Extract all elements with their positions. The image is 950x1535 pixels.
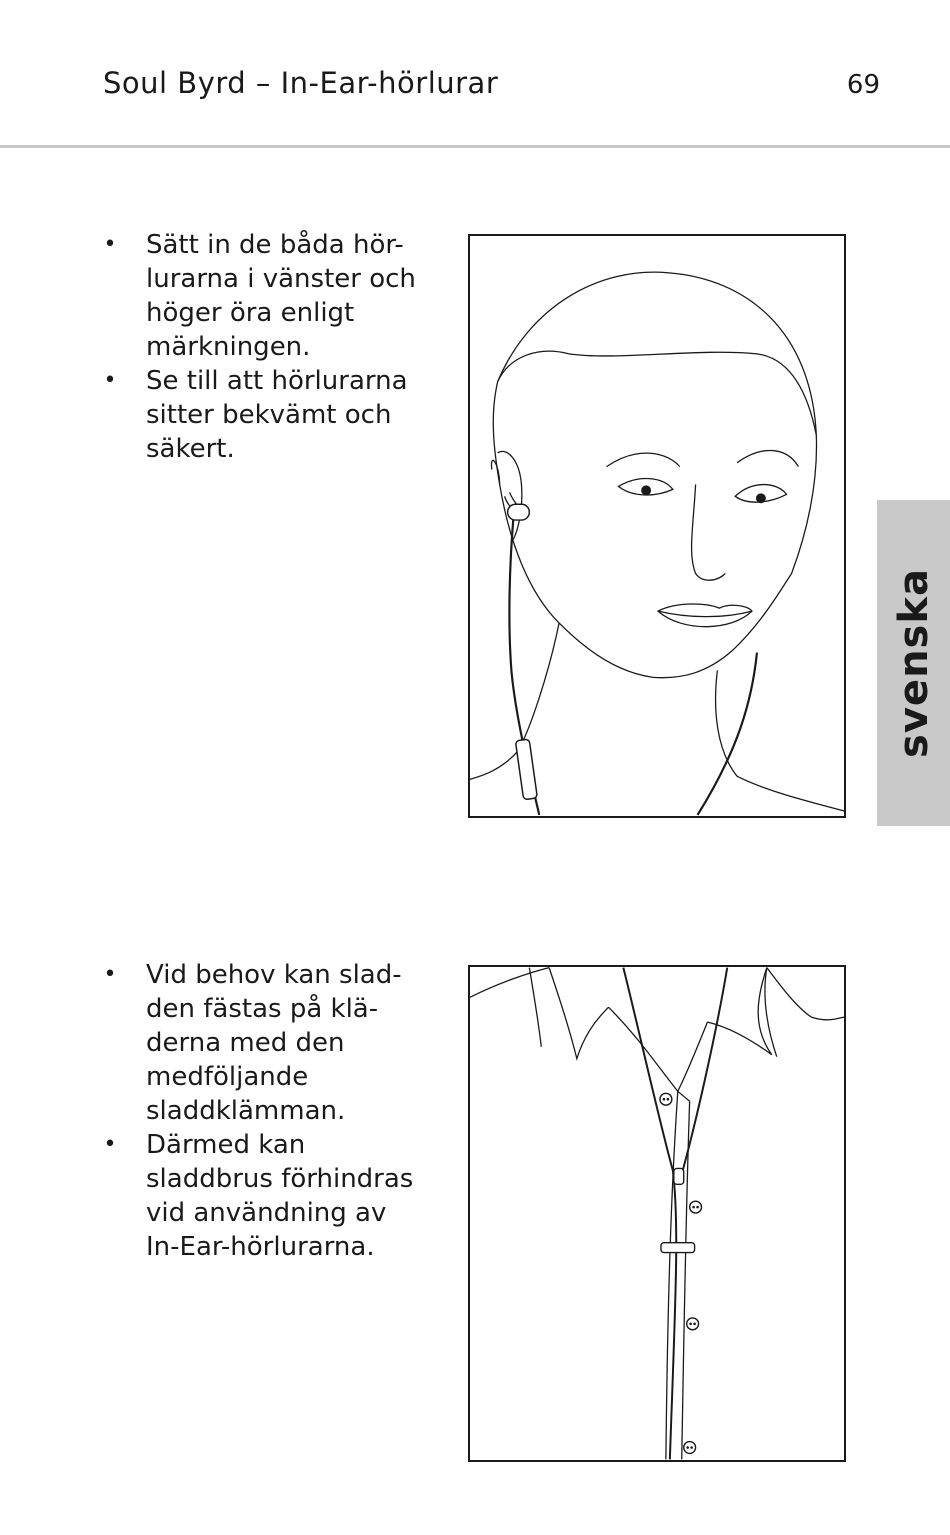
language-tab	[877, 500, 950, 826]
illustration-shirt-cable-clip	[468, 965, 846, 1462]
shirt-cable-clip-drawing	[470, 967, 844, 1460]
instruction-list-2	[100, 958, 450, 1264]
instruction-text: Vid behov kan slad- den fästas på klä- derna med den medföljande sladdklämman.	[146, 960, 402, 1126]
illustration-face-earphones	[468, 234, 846, 818]
page-header-title: Soul Byrd – In-Ear-hörlurar	[103, 66, 499, 100]
bullet-icon: •	[103, 1132, 117, 1157]
page-number: 69	[846, 70, 880, 100]
list-item	[100, 228, 450, 364]
bullet-icon: •	[103, 368, 117, 393]
list-item	[100, 958, 450, 1128]
instruction-text: Sätt in de båda hör- lurarna i vänster och höger öra enligt märkningen.	[146, 230, 416, 362]
list-item	[100, 364, 450, 466]
bullet-icon: •	[103, 962, 117, 987]
instruction-list-1	[100, 228, 450, 466]
language-tab-label: svenska	[890, 568, 937, 758]
list-item	[100, 1128, 450, 1264]
bullet-icon: •	[103, 232, 117, 257]
header-divider	[0, 145, 950, 148]
instruction-text: Se till att hörlurarna sitter bekvämt och säkert.	[146, 366, 408, 464]
face-earphones-drawing	[470, 236, 844, 816]
instruction-text: Därmed kan sladdbrus förhindras vid användning av In-Ear-hörlurarna.	[146, 1130, 414, 1262]
